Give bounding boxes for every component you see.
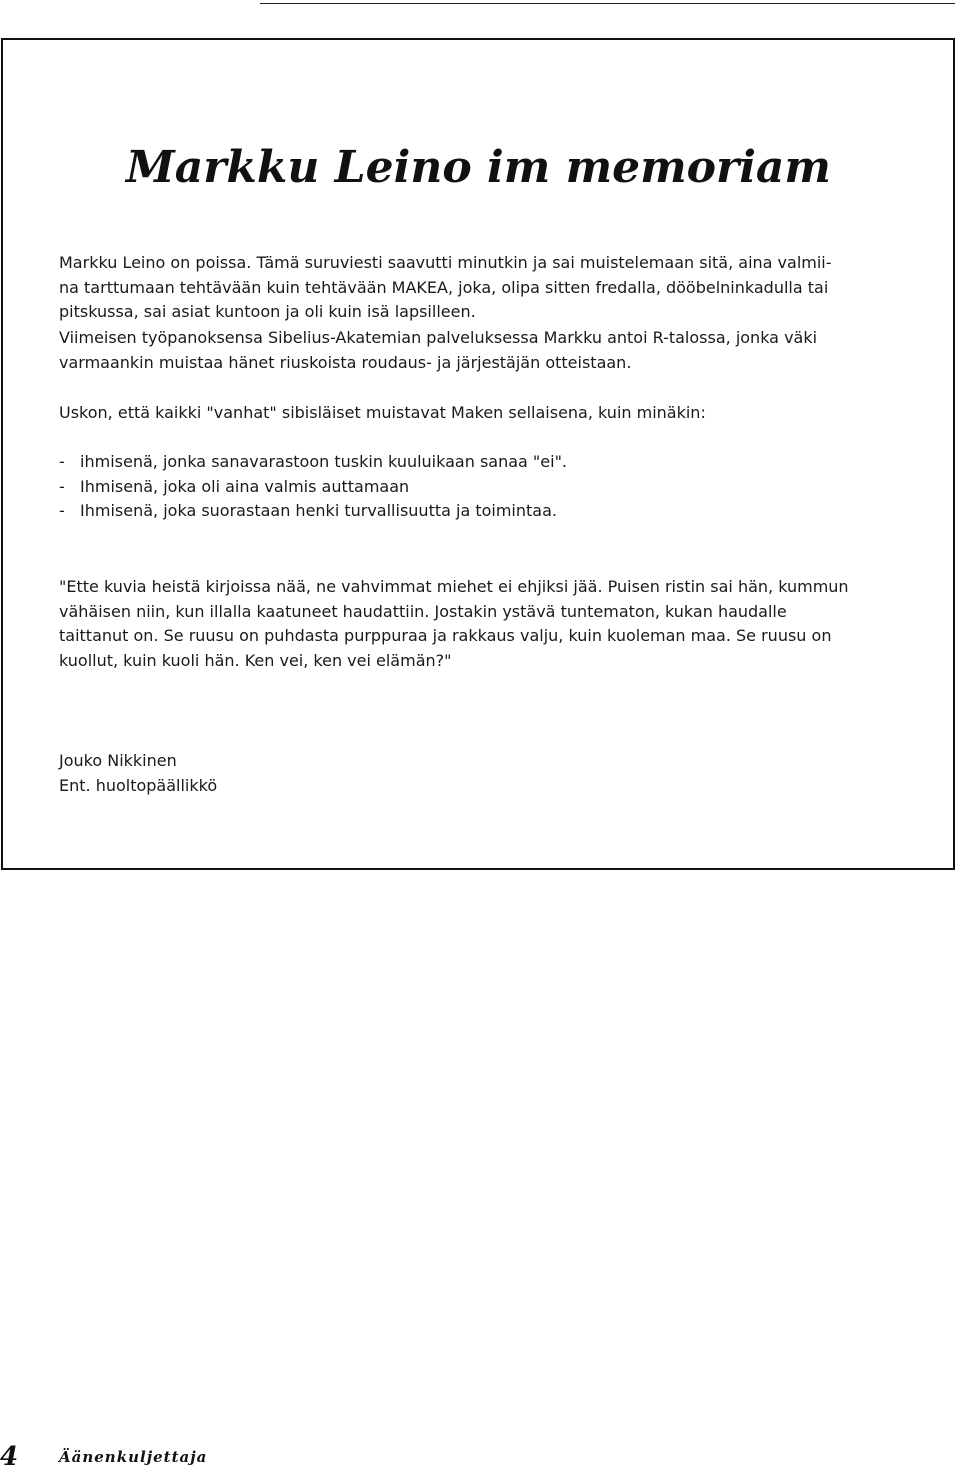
signature-name: Jouko Nikkinen: [59, 751, 177, 770]
list-item: - Ihmisenä, joka oli aina valmis auttamaan: [59, 476, 410, 496]
memory-list: [59, 450, 899, 524]
magazine-name: Äänenkuljettaja: [59, 1448, 208, 1466]
list-item: - Ihmisenä, joka suorastaan henki turvallisuutta ja toimintaa.: [59, 501, 557, 520]
top-rule: [260, 3, 955, 4]
text-line: taittanut on. Se ruusu on puhdasta purppuraa ja rakkaus valju, kuin kuoleman maa. Se ruusu on: [59, 626, 832, 645]
text-line: "Ette kuvia heistä kirjoissa nää, ne vahvimmat miehet ei ehjiksi jää. Puisen ristin sai hän, kummun: [59, 577, 849, 596]
text-line: Markku Leino on poissa. Tämä suruviesti saavutti minutkin ja sai muistelemaan sitä, aina valmii-: [59, 253, 832, 272]
paragraph-last-work: [59, 326, 899, 375]
article-title: Markku Leino im memoriam: [126, 142, 831, 193]
paragraph-quote: [59, 575, 899, 673]
text-line: na tarttumaan tehtävään kuin tehtävään MAKEA, joka, olipa sitten fredalla, dööbelninkadulla tai: [59, 277, 829, 297]
text-line: varmaankin muistaa hänet riuskoista roudaus- ja järjestäjän otteistaan.: [59, 352, 632, 372]
text-line: Viimeisen työpanoksensa Sibelius-Akatemian palveluksessa Markku antoi R-talossa, jonka väki: [59, 328, 818, 347]
text-line: Uskon, että kaikki "vanhat" sibisläiset muistavat Maken sellaisena, kuin minäkin:: [59, 403, 706, 422]
page-number: 4: [0, 1442, 19, 1472]
text-line: vähäisen niin, kun illalla kaatuneet haudattiin. Jostakin ystävä tuntematon, kukan haudalle: [59, 601, 787, 621]
text-line: kuollut, kuin kuoli hän. Ken vei, ken vei elämän?": [59, 650, 452, 670]
signature-block: [59, 749, 899, 798]
text-line: pitskussa, sai asiat kuntoon ja oli kuin isä lapsilleen.: [59, 302, 476, 321]
paragraph-intro: [59, 251, 899, 325]
paragraph-memory: [59, 401, 899, 426]
list-item: - ihmisenä, jonka sanavarastoon tuskin kuuluikaan sanaa "ei".: [59, 452, 568, 471]
signature-role: Ent. huoltopäällikkö: [59, 775, 218, 795]
